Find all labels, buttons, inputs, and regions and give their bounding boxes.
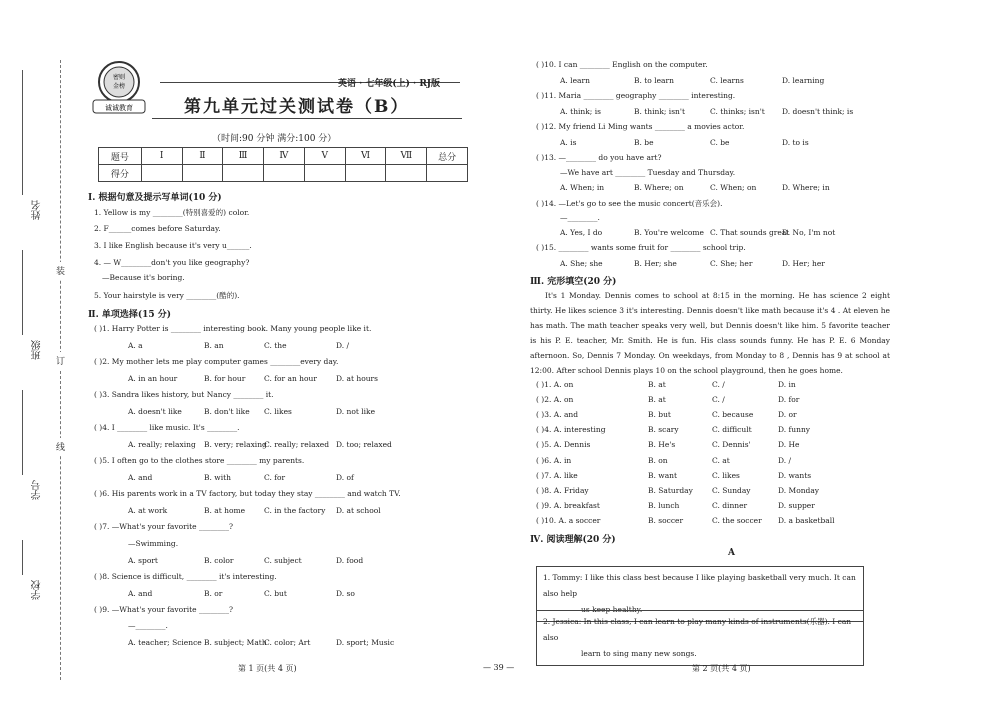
cloze-q7: ( )7. A. like — [536, 471, 578, 480]
s1-q4-answer: —Because it's boring. — [102, 273, 185, 282]
s2-q4: ( )4. I ________ like music. It's ________. — [94, 423, 240, 432]
cloze-q9-c[interactable]: C. dinner — [712, 501, 748, 510]
s2-q13-d[interactable]: D. Where; in — [782, 183, 830, 192]
s2-q9-d[interactable]: D. sport; Music — [336, 638, 395, 647]
label-class: 班级 — [32, 340, 43, 360]
s2-q10-b[interactable]: B. to learn — [634, 76, 674, 85]
s2-q4-c[interactable]: C. really; relaxed — [264, 440, 330, 449]
reading-part-a: A — [728, 548, 735, 558]
reading-box-2-line-2: learn to sing many new songs. — [581, 649, 697, 658]
binding-dashed-line — [60, 60, 61, 680]
s2-q9-answer: —________. — [128, 621, 168, 630]
score-cell[interactable] — [345, 165, 386, 182]
reading-box-2 — [536, 610, 864, 666]
s2-q8-d[interactable]: D. so — [336, 589, 355, 598]
s2-q2-b[interactable]: B. for hour — [204, 374, 246, 383]
s2-q14: ( )14. —Let's go to see the music concert(音乐会). — [536, 199, 723, 208]
s2-q14-a[interactable]: A. Yes, I do — [560, 228, 603, 237]
s2-q10-a[interactable]: A. learn — [560, 76, 590, 85]
s2-q3-a[interactable]: A. doesn't like — [128, 407, 182, 416]
score-cell[interactable] — [264, 165, 305, 182]
score-head-cell: Ⅵ — [345, 148, 386, 165]
s2-q13-answer: —We have art ________ Tuesday and Thursday. — [560, 168, 736, 177]
cloze-q5-b[interactable]: B. He's — [648, 440, 676, 449]
footer-page-1: 第 1 页(共 4 页) — [238, 664, 297, 673]
s2-q7: ( )7. —What's your favorite ________? — [94, 522, 233, 531]
name-field[interactable] — [22, 70, 23, 195]
page-1 — [88, 0, 468, 707]
s2-q8: ( )8. Science is difficult, ________ it's interesting. — [94, 572, 277, 581]
class-field[interactable] — [22, 250, 23, 335]
reading-box-1-line-2: us keep healthy. — [581, 605, 643, 614]
score-cell[interactable] — [182, 165, 223, 182]
s2-q2-a[interactable]: A. in an hour — [128, 374, 178, 383]
s2-q12: ( )12. My friend Li Ming wants ________ a movies actor. — [536, 122, 745, 131]
score-head-cell: Ⅴ — [304, 148, 345, 165]
cloze-q9-d[interactable]: D. supper — [778, 501, 815, 510]
cloze-q4-c[interactable]: C. difficult — [712, 425, 752, 434]
score-head-cell: Ⅳ — [264, 148, 305, 165]
cloze-q2-d[interactable]: D. for — [778, 395, 800, 404]
s2-q13: ( )13. —________ do you have art? — [536, 153, 662, 162]
s2-q8-a[interactable]: A. and — [128, 589, 153, 598]
s2-q5-b[interactable]: B. with — [204, 473, 231, 482]
score-cell[interactable] — [141, 165, 182, 182]
cloze-q3-d[interactable]: D. or — [778, 410, 797, 419]
s2-q3-c[interactable]: C. likes — [264, 407, 292, 416]
series-label: 英语 · 七年级(上) · RJ版 — [338, 79, 441, 89]
s2-q6: ( )6. His parents work in a TV factory, but today they stay ________ and watch TV. — [94, 489, 401, 498]
cloze-q4: ( )4. A. interesting — [536, 425, 606, 434]
cloze-q10-c[interactable]: C. the soccer — [712, 516, 762, 525]
s2-q7-c[interactable]: C. subject — [264, 556, 302, 565]
s2-q12-a[interactable]: A. is — [560, 138, 577, 147]
s2-q15-b[interactable]: B. Her; she — [634, 259, 677, 268]
cloze-q1-c[interactable]: C. / — [712, 380, 725, 389]
cloze-q8-c[interactable]: C. Sunday — [712, 486, 751, 495]
s2-q15-d[interactable]: D. Her; her — [782, 259, 825, 268]
cloze-q10-d[interactable]: D. a basketball — [778, 516, 835, 525]
time-info: （时间:90 分钟 满分:100 分） — [212, 134, 337, 144]
binding-margin — [0, 0, 90, 707]
cloze-q5-d[interactable]: D. He — [778, 440, 800, 449]
s2-q11-c[interactable]: C. thinks; isn't — [710, 107, 765, 116]
cloze-q6-d[interactable]: D. / — [778, 456, 792, 465]
cloze-q1-b[interactable]: B. at — [648, 380, 666, 389]
score-label: 得分 — [99, 165, 142, 182]
s1-q4: 4. — W________don't you like geography? — [94, 258, 250, 267]
s2-q7-answer: —Swimming. — [128, 539, 179, 548]
page-2 — [530, 0, 890, 707]
s2-q1: ( )1. Harry Potter is ________ interesting book. Many young people like it. — [94, 324, 372, 333]
cloze-q3-b[interactable]: B. but — [648, 410, 671, 419]
cloze-q9-b[interactable]: B. lunch — [648, 501, 680, 510]
binding-mark-1: 装 — [56, 262, 65, 279]
s2-q14-c[interactable]: C. That sounds great — [710, 228, 790, 237]
cloze-q7-c[interactable]: C. likes — [712, 471, 740, 480]
cloze-q2: ( )2. A. on — [536, 395, 574, 404]
s2-q5-a[interactable]: A. and — [128, 473, 153, 482]
score-row — [99, 165, 468, 182]
s2-q2-d[interactable]: D. at hours — [336, 374, 378, 383]
cloze-q7-b[interactable]: B. want — [648, 471, 678, 480]
cloze-q6-b[interactable]: B. on — [648, 456, 668, 465]
section-4-title: Ⅳ. 阅读理解(20 分) — [530, 535, 616, 545]
cloze-q8: ( )8. A. Friday — [536, 486, 589, 495]
s2-q15-a[interactable]: A. She; she — [560, 259, 603, 268]
s1-q5: 5. Your hairstyle is very ________(酷的). — [94, 291, 240, 300]
label-number: 学号 — [32, 480, 43, 500]
cloze-q8-d[interactable]: D. Monday — [778, 486, 820, 495]
binding-mark-3: 线 — [56, 438, 65, 455]
s2-q9-b[interactable]: B. subject; Math — [204, 638, 267, 647]
s2-q7-d[interactable]: D. food — [336, 556, 364, 565]
s2-q2-c[interactable]: C. for an hour — [264, 374, 317, 383]
cloze-q10-b[interactable]: B. soccer — [648, 516, 684, 525]
cloze-q10: ( )10. A. a soccer — [536, 516, 601, 525]
label-name: 姓名 — [32, 200, 43, 220]
cloze-passage: It's 1 Monday. Dennis comes to school at 8:15 in the morning. He has science 2 eight thirty. He likes science 3 it's interesting. Dennis doesn't like math because it's 4 . At eleven he has math. The math teacher speaks very well, but Dennis doesn't like him. 5 favorite teacher is his P. E. teacher, Mr. Smith. He is fun. His class sounds funny. He has P. E. 6 Monday afternoon. So, Dennis 7 Monday. On weekdays, from Monday to 8 , Dennis has 9 at school at 12:00. After school Dennis plays 10 on the school playground, then he goes home. — [530, 291, 890, 375]
score-cell[interactable] — [427, 165, 468, 182]
score-head-cell: Ⅲ — [223, 148, 264, 165]
s2-q5-c[interactable]: C. for — [264, 473, 286, 482]
logo-bottom: 诚诚教育 — [105, 104, 133, 112]
s2-q9-a[interactable]: A. teacher; Science — [128, 638, 202, 647]
cloze-q9: ( )9. A. breakfast — [536, 501, 600, 510]
s1-q1: 1. Yellow is my ________(特别喜爱的) color. — [94, 208, 250, 217]
s2-q14-b[interactable]: B. You're welcome — [634, 228, 704, 237]
s2-q10-c[interactable]: C. learns — [710, 76, 744, 85]
cloze-q4-d[interactable]: D. funny — [778, 425, 811, 434]
score-header-row — [99, 148, 468, 165]
s2-q3-b[interactable]: B. don't like — [204, 407, 250, 416]
score-head-cell: Ⅱ — [182, 148, 223, 165]
reading-box-1-line-1: 1. Tommy: I like this class best because I like playing basketball very much. It can also help — [543, 573, 856, 598]
label-school: 学校 — [32, 580, 43, 600]
s2-q12-c[interactable]: C. be — [710, 138, 730, 147]
cloze-q5: ( )5. A. Dennis — [536, 440, 591, 449]
cloze-q7-d[interactable]: D. wants — [778, 471, 812, 480]
s2-q3: ( )3. Sandra likes history, but Nancy ________ it. — [94, 390, 274, 399]
cloze-q2-c[interactable]: C. / — [712, 395, 725, 404]
cloze-q6-c[interactable]: C. at — [712, 456, 730, 465]
footer-page-2: 第 2 页(共 4 页) — [692, 664, 751, 673]
binding-mark-2: 订 — [56, 352, 65, 369]
s2-q7-a[interactable]: A. sport — [128, 556, 158, 565]
score-cell[interactable] — [304, 165, 345, 182]
score-table — [98, 147, 468, 182]
s2-q1-c[interactable]: C. the — [264, 341, 287, 350]
number-field[interactable] — [22, 390, 23, 475]
s2-q6-a[interactable]: A. at work — [128, 506, 168, 515]
s2-q1-b[interactable]: B. an — [204, 341, 224, 350]
title-rule — [152, 118, 462, 119]
s2-q11-b[interactable]: B. think; isn't — [634, 107, 685, 116]
cloze-q6: ( )6. A. in — [536, 456, 572, 465]
s2-q4-a[interactable]: A. really; relaxing — [128, 440, 196, 449]
s2-q4-b[interactable]: B. very; relaxing — [204, 440, 267, 449]
cloze-q1: ( )1. A. on — [536, 380, 574, 389]
reading-box-2-line-1: 2. Jessica: In this class, I can learn to play many kinds of instruments(乐器). I can also — [543, 617, 852, 642]
s2-q10: ( )10. I can ________ English on the computer. — [536, 60, 708, 69]
s2-q1-d[interactable]: D. / — [336, 341, 350, 350]
s2-q5: ( )5. I often go to the clothes store ________ my parents. — [94, 456, 305, 465]
footer-page-number: — 39 — — [483, 663, 515, 672]
score-head-cell: Ⅶ — [386, 148, 427, 165]
s2-q13-c[interactable]: C. When; on — [710, 183, 757, 192]
cloze-q1-d[interactable]: D. in — [778, 380, 796, 389]
s2-q11-d[interactable]: D. doesn't think; is — [782, 107, 854, 116]
section-2-title: Ⅱ. 单项选择(15 分) — [88, 310, 172, 320]
cloze-q2-b[interactable]: B. at — [648, 395, 666, 404]
s2-q15-c[interactable]: C. She; her — [710, 259, 753, 268]
logo-top: 密则 — [112, 74, 126, 81]
cloze-q3: ( )3. A. and — [536, 410, 579, 419]
s2-q6-b[interactable]: B. at home — [204, 506, 246, 515]
logo-emblem — [90, 58, 148, 116]
s2-q13-b[interactable]: B. Where; on — [634, 183, 684, 192]
s2-q11: ( )11. Maria ________ geography ________ interesting. — [536, 91, 736, 100]
s2-q6-d[interactable]: D. at school — [336, 506, 381, 515]
s2-q9-c[interactable]: C. color; Art — [264, 638, 311, 647]
s2-q6-c[interactable]: C. in the factory — [264, 506, 326, 515]
cloze-q3-c[interactable]: C. because — [712, 410, 754, 419]
s2-q7-b[interactable]: B. color — [204, 556, 234, 565]
section-1-title: Ⅰ. 根据句意及提示写单词(10 分) — [88, 193, 222, 203]
s2-q1-a[interactable]: A. a — [128, 341, 143, 350]
s2-q5-d[interactable]: D. of — [336, 473, 354, 482]
cloze-q5-c[interactable]: C. Dennis' — [712, 440, 751, 449]
score-head-cell: 题号 — [99, 148, 142, 165]
s2-q8-b[interactable]: B. or — [204, 589, 223, 598]
cloze-q4-b[interactable]: B. scary — [648, 425, 679, 434]
score-cell[interactable] — [386, 165, 427, 182]
s2-q14-d[interactable]: D. No, I'm not — [782, 228, 836, 237]
s2-q13-a[interactable]: A. When; in — [560, 183, 605, 192]
section-3-title: Ⅲ. 完形填空(20 分) — [530, 277, 617, 287]
s2-q8-c[interactable]: C. but — [264, 589, 287, 598]
s2-q12-b[interactable]: B. be — [634, 138, 654, 147]
s2-q15: ( )15. ________ wants some fruit for ________ school trip. — [536, 243, 746, 252]
s1-q3: 3. I like English because it's very u______. — [94, 241, 252, 250]
page-title: 第九单元过关测试卷（B） — [184, 97, 410, 117]
logo-mid: 金榜 — [112, 83, 126, 90]
s2-q2: ( )2. My mother lets me play computer games ________every day. — [94, 357, 339, 366]
score-head-cell: Ⅰ — [141, 148, 182, 165]
s2-q9: ( )9. —What's your favorite ________? — [94, 605, 233, 614]
school-field[interactable] — [22, 540, 23, 575]
s2-q3-d[interactable]: D. not like — [336, 407, 376, 416]
s2-q10-d[interactable]: D. learning — [782, 76, 825, 85]
s2-q11-a[interactable]: A. think; is — [560, 107, 601, 116]
score-head-cell: 总分 — [427, 148, 468, 165]
s2-q4-d[interactable]: D. too; relaxed — [336, 440, 392, 449]
s1-q2: 2. F______comes before Saturday. — [94, 224, 221, 233]
s2-q14-answer: —________. — [560, 213, 600, 222]
cloze-q8-b[interactable]: B. Saturday — [648, 486, 693, 495]
s2-q12-d[interactable]: D. to is — [782, 138, 809, 147]
score-cell[interactable] — [223, 165, 264, 182]
